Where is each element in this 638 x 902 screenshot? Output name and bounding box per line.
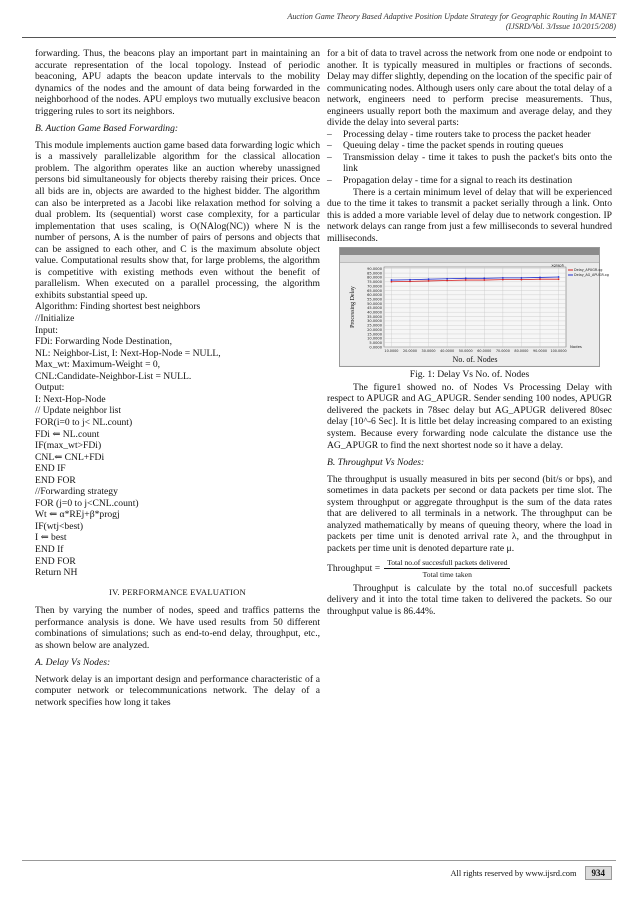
y-tick-label: 60.0000 bbox=[367, 293, 382, 298]
data-point bbox=[409, 279, 411, 281]
algorithm-line: //Initialize bbox=[35, 313, 75, 325]
section-b-heading: B. Auction Game Based Forwarding: bbox=[35, 123, 179, 135]
legend-label: Delay_AG_APUGR.xg bbox=[574, 273, 609, 278]
formula-fraction bbox=[384, 557, 510, 581]
legend-label: Delay_APUGR.xg bbox=[574, 268, 603, 273]
algorithm-line: NL: Neighbor-List, I: Next-Hop-Node = NULL, bbox=[35, 347, 221, 359]
data-point bbox=[558, 279, 560, 281]
data-point bbox=[465, 278, 467, 280]
y-tick-label: 55.0000 bbox=[367, 297, 382, 302]
algorithm-line: I ⇐ best bbox=[35, 532, 67, 544]
y-tick-label: 25.0000 bbox=[367, 323, 382, 328]
xgraph-titlebar bbox=[340, 248, 599, 255]
right-paragraph-5: Throughput is calculate by the total no.of succesfull packets delivery and it into the total time taken to delivered the packets. So our throughput value is 86.44%. bbox=[327, 582, 612, 617]
page-footer bbox=[451, 866, 613, 880]
algorithm-line: Input: bbox=[35, 324, 58, 336]
chart-title: xgraph bbox=[551, 263, 564, 268]
y-tick-label: 35.0000 bbox=[367, 315, 382, 320]
left-paragraph-1: forwarding. Thus, the beacons play an important part in maintaining an accurate representation of the local topology. Instead of periodic beaconing, APU adapts the beacon update intervals to the mobility dynamics of the nodes and the amount of data being forwarded in the neighborhood of the nodes. APU employs two mutually exclusive beacon triggering rules to sort its neighbors. bbox=[35, 48, 320, 117]
data-point bbox=[502, 279, 504, 281]
algorithm-line: FOR(i=0 to j< NL.count) bbox=[35, 416, 133, 428]
xgraph-toolbar bbox=[340, 255, 599, 263]
x-tick-label: 90.0000 bbox=[532, 349, 548, 354]
data-point bbox=[539, 279, 541, 281]
algorithm-block bbox=[35, 301, 320, 578]
right-paragraph-1: for a bit of data to travel across the network from one node or endpoint to another. It is typically measured in multiples or fractions of seconds. Delay may differ slightly, depending on the location of the specific pair of communicating nodes. Although users only care about the total delay of a network, engineers need to perform precise measurements. Thus, engineers usually report both the maximum and average delay, and they divide the delay into several parts: bbox=[327, 48, 612, 129]
footer-text: All rights reserved by www.ijsrd.com bbox=[450, 868, 577, 878]
y-tick-label: 80.0000 bbox=[367, 276, 382, 281]
header-rule bbox=[22, 37, 616, 38]
data-point bbox=[409, 281, 411, 283]
figure-caption: Fig. 1: Delay Vs No. of. Nodes bbox=[409, 369, 530, 381]
x-axis-label: No. of. Nodes bbox=[452, 355, 498, 365]
algorithm-line: Output: bbox=[35, 382, 65, 394]
figure-xgraph bbox=[339, 247, 609, 367]
x-unit-label: Nodes bbox=[570, 344, 582, 350]
algorithm-line: END FOR bbox=[35, 474, 76, 486]
y-tick-label: 70.0000 bbox=[367, 284, 382, 289]
list-item: – Transmission delay - time it takes to push the packet's bits onto the link bbox=[327, 152, 612, 175]
y-tick-label: 50.0000 bbox=[367, 302, 382, 307]
data-point bbox=[391, 279, 393, 281]
y-tick-label: 85.0000 bbox=[367, 271, 382, 276]
data-point bbox=[558, 276, 560, 278]
list-item: – Queuing delay - time the packet spends in routing queues bbox=[327, 140, 612, 152]
algorithm-line: FDi: Forwarding Node Destination, bbox=[35, 336, 172, 348]
y-axis-label: Processing Delay bbox=[350, 286, 356, 329]
y-tick-label: 75.0000 bbox=[367, 280, 382, 285]
algorithm-line: IF(max_wt>FDi) bbox=[35, 440, 102, 452]
data-point bbox=[391, 281, 393, 283]
algorithm-line: CNL⇐ CNL+FDi bbox=[35, 451, 105, 463]
x-tick-label: 20.0000 bbox=[402, 349, 418, 354]
section-iv-heading: IV. PERFORMANCE EVALUATION bbox=[109, 586, 246, 597]
y-tick-label: 0.0000 bbox=[369, 345, 382, 350]
y-tick-label: 65.0000 bbox=[367, 289, 382, 294]
x-tick-label: 50.0000 bbox=[458, 349, 473, 354]
y-tick-label: 15.0000 bbox=[367, 332, 382, 337]
algorithm-line: Max_wt: Maximum-Weight = 0, bbox=[35, 359, 161, 371]
x-tick-label: 10.0000 bbox=[384, 349, 399, 354]
data-point bbox=[483, 279, 485, 281]
data-point bbox=[465, 279, 467, 281]
x-tick-label: 60.0000 bbox=[477, 349, 492, 354]
left-paragraph-4: Network delay is an important design and performance characteristic of a computer network or telecommunications network. The delay of a network specifies how long it takes bbox=[35, 673, 320, 708]
algorithm-line: END If bbox=[35, 543, 64, 555]
page-number: 934 bbox=[585, 866, 613, 880]
data-point bbox=[446, 280, 448, 282]
formula-denominator: Total time taken bbox=[422, 570, 472, 580]
delay-chart bbox=[340, 263, 609, 365]
data-point bbox=[446, 278, 448, 280]
algorithm-line: END IF bbox=[35, 463, 66, 475]
formula-numerator: Total no.of succesfull packets delivered bbox=[384, 557, 510, 570]
x-tick-label: 100.0000 bbox=[550, 349, 567, 354]
algorithm-line: Algorithm: Finding shortest best neighbors bbox=[35, 301, 201, 313]
x-tick-label: 80.0000 bbox=[514, 349, 529, 354]
algorithm-line: FOR (j=0 to j<CNL.count) bbox=[35, 497, 139, 509]
right-column bbox=[327, 48, 612, 617]
data-point bbox=[483, 278, 485, 280]
algorithm-line: CNL:Candidate-Neighbor-List = NULL. bbox=[35, 370, 192, 382]
x-tick-label: 70.0000 bbox=[495, 349, 510, 354]
header-title: Auction Game Theory Based Adaptive Position Update Strategy for Geographic Routing In MANET bbox=[287, 12, 616, 21]
right-paragraph-3: The figure1 showed no. of Nodes Vs Processing Delay with respect to APUGR and AG_APUGR. Sender sending 100 nodes, APUGR delivered the packets in 78sec delay but AG_APUGR delivered 80sec delay [10^-6 Sec]. It is little bet delay increasing compared to an existing system. Because every forwarding node calculate the distance use the AG_APUGR to find the next shortest node so it have a delay. bbox=[327, 381, 612, 451]
left-paragraph-3: Then by varying the number of nodes, speed and traffics patterns the performance analysis is done. We have used results from 50 different combinations of simulations; such as end-to-end delay, throughput, etc., as shown below are analyzed. bbox=[35, 605, 320, 651]
left-paragraph-2: This module implements auction game based data forwarding logic which is a massively parallelizable algorithm for the classical allocation problem. The algorithm operates like an auction whereby unassigned persons bid simultaneously for objects thereby raising their prices. Once all bids are in, objects are awarded to the highest bidder. The algorithm can also be interpreted as a Jacobi like relaxation method for solving a dual problem. Its (sequential) worst case complexity, for a particular implementation that uses scaling, is O(NAlog(NC)) where N is the number of persons, A is the number of pairs of persons and objects that can be assigned to each other, and C is the maximum absolute object value. Computational results show that, for large problems, the algorithm is competitive with existing methods even without the benefit of parallelism. When executed on a parallel processing, the algorithm exhibits substantial speed up. bbox=[35, 139, 320, 301]
algorithm-line: Return NH bbox=[35, 567, 78, 579]
data-point bbox=[521, 277, 523, 279]
y-tick-label: 30.0000 bbox=[367, 319, 382, 324]
list-item: – Processing delay - time routers take to process the packet header bbox=[327, 129, 612, 141]
data-point bbox=[539, 277, 541, 279]
y-tick-label: 90.0000 bbox=[367, 267, 382, 272]
header-issue: (IJSRD/Vol. 3/Issue 10/2015/208) bbox=[505, 22, 616, 31]
algorithm-line: IF(wtj<best) bbox=[35, 520, 84, 532]
right-paragraph-2: There is a certain minimum level of delay that will be experienced due to the time it takes to transmit a packet serially through a link. Onto this is added a more variable level of delay due to network congestion. IP network delays can range from just a few milliseconds to several hundred milliseconds. bbox=[327, 186, 612, 244]
y-tick-label: 40.0000 bbox=[367, 310, 382, 315]
formula-lhs: Throughput = bbox=[327, 562, 381, 574]
y-tick-label: 20.0000 bbox=[367, 328, 382, 333]
y-tick-label: 45.0000 bbox=[367, 306, 382, 311]
algorithm-line: //Forwarding strategy bbox=[35, 486, 118, 498]
algorithm-line: END FOR bbox=[35, 555, 76, 567]
footer-rule bbox=[22, 860, 616, 861]
x-tick-label: 40.0000 bbox=[440, 349, 455, 354]
left-column bbox=[35, 48, 320, 709]
algorithm-line: Wt ⇐ α*REj+β*progj bbox=[35, 509, 120, 521]
data-point bbox=[521, 279, 523, 281]
data-point bbox=[502, 277, 504, 279]
section-b2-heading: B. Throughput Vs Nodes: bbox=[327, 457, 425, 469]
throughput-formula bbox=[327, 557, 612, 581]
algorithm-line: I: Next-Hop-Node bbox=[35, 393, 106, 405]
x-tick-label: 30.0000 bbox=[421, 349, 436, 354]
list-item: – Propagation delay - time for a signal to reach its destination bbox=[327, 175, 612, 187]
algorithm-line: FDi ⇐ NL.count bbox=[35, 428, 100, 440]
section-a-heading: A. Delay Vs Nodes: bbox=[35, 657, 111, 669]
data-point bbox=[428, 280, 430, 282]
data-point bbox=[428, 279, 430, 281]
running-header bbox=[287, 12, 616, 32]
algorithm-line: // Update neighbor list bbox=[35, 405, 122, 417]
delay-types-list bbox=[327, 129, 612, 187]
y-tick-label: 10.0000 bbox=[367, 336, 382, 341]
y-tick-label: 5.0000 bbox=[369, 341, 382, 346]
right-paragraph-4: The throughput is usually measured in bits per second (bit/s or bps), and sometimes in data packets per second or data packets per time slot. The system throughput or aggregate throughput is the sum of the data rates that are delivered to all terminals in a network. The throughput can be analyzed mathematically by means of queuing theory, where the load in packets per time unit is denoted arrival rate λ, and the throughput in packets per time unit is denoted departure rate μ. bbox=[327, 473, 612, 554]
